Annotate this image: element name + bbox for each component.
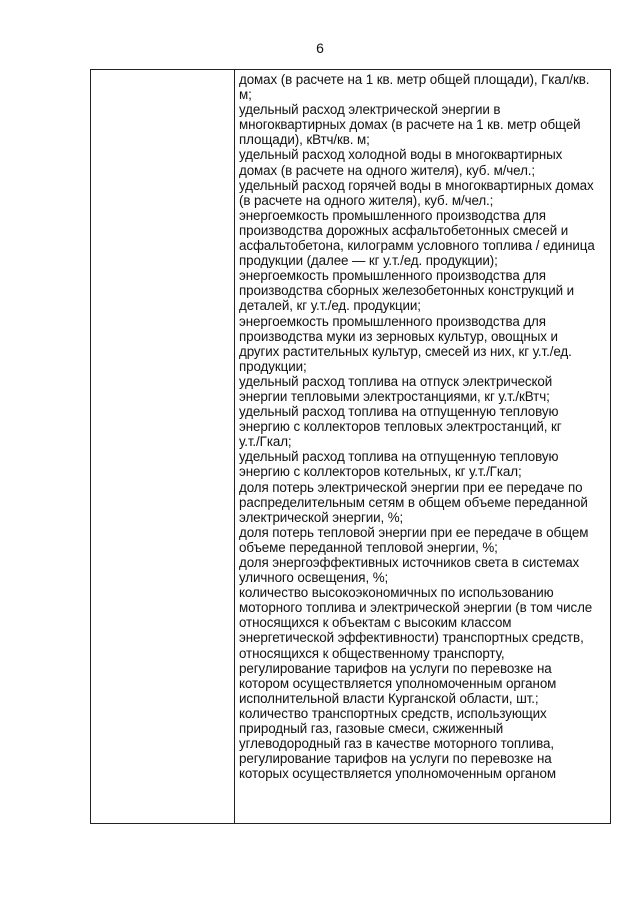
text-line: энергоемкость промышленного производства для <box>239 268 546 284</box>
text-line: энергетической эффективности) транспортных средств, <box>239 630 584 646</box>
text-line: (в расчете на одного жителя), куб. м/чел.; <box>239 192 494 208</box>
text-line: удельный расход топлива на отпуск электрической <box>239 373 553 389</box>
text-line: энергоемкость промышленного производства для <box>239 313 546 329</box>
text-line: производства сборных железобетонных конструкций и <box>239 283 574 299</box>
text-line: регулирование тарифов на услуги по перевозке на <box>239 660 552 676</box>
table-left-cell <box>91 70 234 823</box>
text-line: относящихся к объектам с высоким классом <box>239 615 512 631</box>
text-line: энергоемкость промышленного производства для <box>239 207 546 223</box>
text-line: энергию с коллекторов котельных, кг у.т./Гкал; <box>239 464 522 480</box>
text-line: многоквартирных домах (в расчете на 1 кв. метр общей <box>239 117 581 133</box>
text-line: которых осуществляется уполномоченным органом <box>239 766 556 782</box>
text-line: энергии тепловыми электростанциями, кг у.т./кВтч; <box>239 388 550 404</box>
text-line: котором осуществляется уполномоченным органом <box>239 675 557 691</box>
text-line: домах (в расчете на одного жителя), куб. м/чел.; <box>239 162 536 178</box>
text-line: электрической энергии, %; <box>239 509 404 525</box>
text-line: м; <box>239 87 252 103</box>
text-line: уличного освещения, %; <box>239 570 389 586</box>
text-line: доля потерь электрической энергии при ее передаче по <box>239 479 583 495</box>
text-line: удельный расход электрической энергии в <box>239 102 501 118</box>
table-right-cell <box>239 72 609 781</box>
text-line: доля потерь тепловой энергии при ее передаче в общем <box>239 524 589 540</box>
column-divider <box>234 70 235 823</box>
text-line: удельный расход топлива на отпущенную тепловую <box>239 449 559 465</box>
text-line: продукции (далее — кг у.т./ед. продукции); <box>239 253 498 269</box>
text-line: у.т./Гкал; <box>239 434 292 450</box>
text-line: относящихся к общественному транспорту, <box>239 645 505 661</box>
text-line: распределительным сетям в общем объеме переданной <box>239 494 588 510</box>
text-line: домах (в расчете на 1 кв. метр общей площади), Гкал/кв. <box>239 72 590 87</box>
text-line: удельный расход холодной воды в многоквартирных <box>239 147 563 163</box>
text-line: регулирование тарифов на услуги по перевозке на <box>239 751 552 767</box>
text-line: асфальтобетона, килограмм условного топлива / единица <box>239 238 595 254</box>
text-line: энергию с коллекторов тепловых электростанций, кг <box>239 419 562 435</box>
text-line: объеме переданной тепловой энергии, %; <box>239 539 498 555</box>
text-line: исполнительной власти Курганской области, шт.; <box>239 690 539 706</box>
text-line: площади), кВтч/кв. м; <box>239 132 370 148</box>
text-line: моторного топлива и электрической энергии (в том числе <box>239 600 593 616</box>
text-line: доля энергоэффективных источников света в системах <box>239 555 580 570</box>
text-line: других растительных культур, смесей из них, кг у.т./ед. <box>239 343 572 359</box>
text-line: природный газ, газовые смеси, сжиженный <box>239 721 504 737</box>
text-line: количество высокоэкономичных по использованию <box>239 585 554 601</box>
text-line: производства дорожных асфальтобетонных смесей и <box>239 222 569 238</box>
page-number: 6 <box>316 40 324 56</box>
text-line: деталей, кг у.т./ед. продукции; <box>239 298 421 314</box>
text-line: удельный расход горячей воды в многоквартирных домах <box>239 177 594 193</box>
text-line: производства муки из зерновых культур, овощных и <box>239 328 558 344</box>
document-table <box>90 69 611 824</box>
text-line: удельный расход топлива на отпущенную тепловую <box>239 404 559 420</box>
text-line: продукции; <box>239 358 307 374</box>
text-line: углеводородный газ в качестве моторного топлива, <box>239 736 554 752</box>
text-line: количество транспортных средств, использующих <box>239 705 547 721</box>
